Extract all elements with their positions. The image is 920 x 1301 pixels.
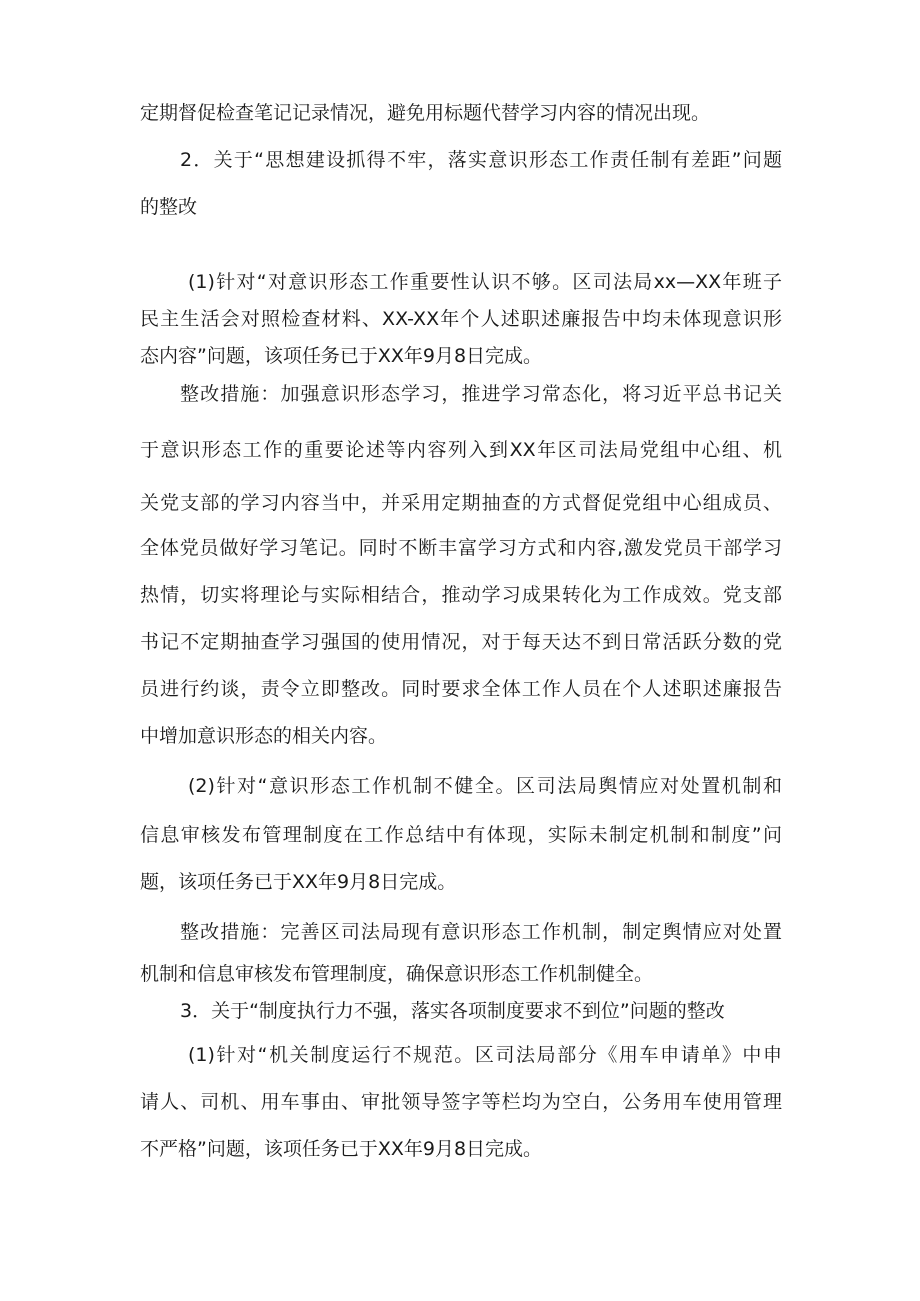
text-line: 整改措施：完善区司法局现有意识形态工作机制，制定舆情应对处置 (180, 921, 782, 943)
text-line: (1)针对“对意识形态工作重要性认识不够。区司法局xx—XX年班子 (188, 271, 782, 293)
text-line: 态内容”问题，该项任务已于XX年9月8日完成。 (140, 345, 543, 367)
text-line: 整改措施：加强意识形态学习，推进学习常态化，将习近平总书记关 (180, 383, 782, 405)
text-line: 定期督促检查笔记记录情况，避免用标题代替学习内容的情况出现。 (140, 102, 711, 124)
text-line: 机制和信息审核发布管理制度，确保意识形态工作机制健全。 (140, 963, 654, 985)
text-line: 热情，切实将理论与实际相结合，推动学习成果转化为工作成效。党支部 (140, 584, 782, 606)
text-line: 关党支部的学习内容当中，并采用定期抽查的方式督促党组中心组成员、 (140, 492, 782, 514)
section-heading-continued: 的整改 (140, 196, 198, 218)
text-line: 不严格”问题，该项任务已于XX年9月8日完成。 (140, 1138, 543, 1160)
text-line: 全体党员做好学习笔记。同时不断丰富学习方式和内容,激发党员干部学习 (140, 537, 782, 559)
text-line: (1)针对“机关制度运行不规范。区司法局部分《用车申请单》中申 (188, 1044, 782, 1066)
text-line: 民主生活会对照检查材料、XX-XX年个人述职述廉报告中均未体现意识形 (140, 308, 782, 330)
text-line: 员进行约谈，责令立即整改。同时要求全体工作人员在个人述职述廉报告 (140, 678, 782, 700)
section-heading: 3．关于“制度执行力不强，落实各项制度要求不到位”问题的整改 (180, 1000, 725, 1022)
text-line: 请人、司机、用车事由、审批领导签字等栏均为空白，公务用车使用管理 (140, 1091, 782, 1113)
text-line: 于意识形态工作的重要论述等内容列入到XX年区司法局党组中心组、机 (140, 439, 782, 461)
text-line: 书记不定期抽查学习强国的使用情况，对于每天达不到日常活跃分数的党 (140, 631, 782, 653)
text-line: 中增加意识形态的相关内容。 (140, 725, 388, 747)
text-line: 题，该项任务已于XX年9月8日完成。 (140, 871, 457, 893)
text-line: 信息审核发布管理制度在工作总结中有体现，实际未制定机制和制度”问 (140, 824, 782, 846)
section-heading: 2．关于“思想建设抓得不牢，落实意识形态工作责任制有差距”问题 (180, 149, 782, 171)
text-line: (2)针对“意识形态工作机制不健全。区司法局舆情应对处置机制和 (188, 775, 782, 797)
